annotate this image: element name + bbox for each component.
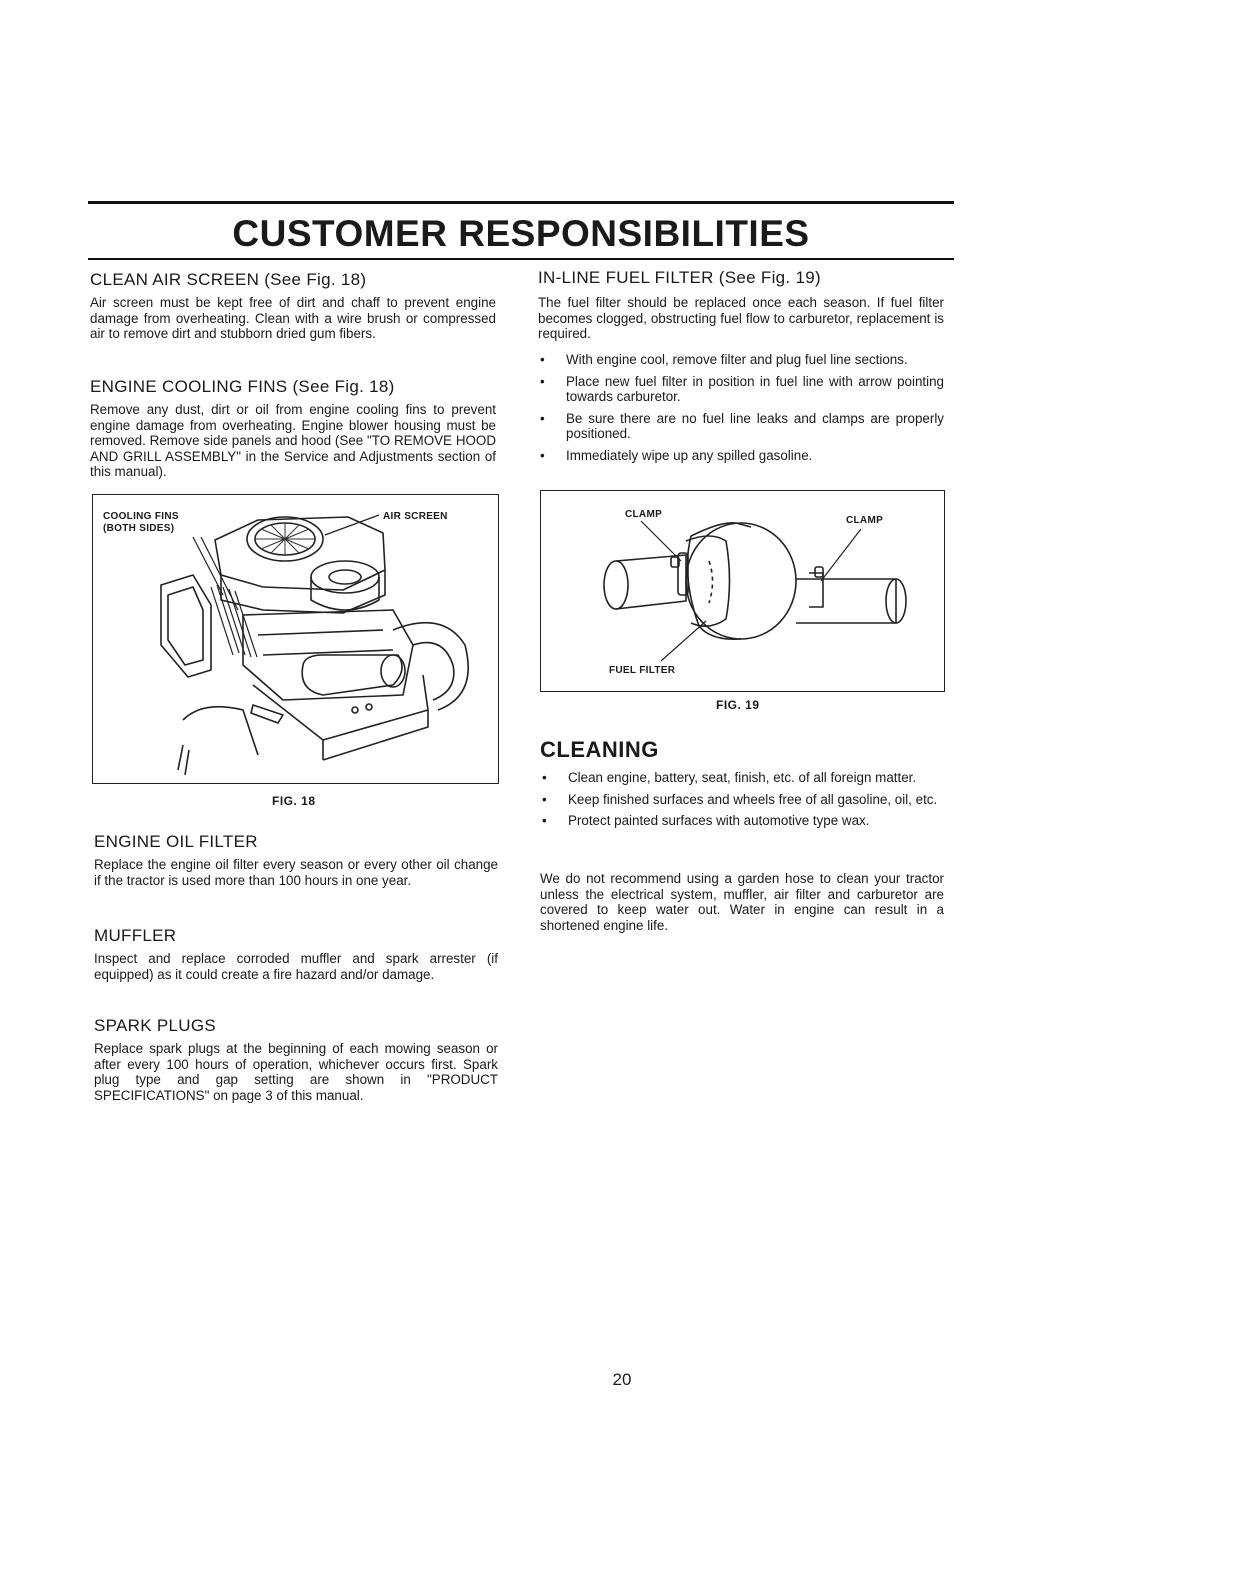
cleaning-text: We do not recommend using a garden hose to clean your tractor unless the electrical system, muffler, air filter and carburetor are covered to keep water out. Water in engine can result in a shortened engine life. <box>540 871 944 933</box>
label-clamp-right: CLAMP <box>846 515 884 526</box>
figure-18-caption: FIG. 18 <box>272 794 316 808</box>
page-number: 20 <box>612 1370 632 1389</box>
bullet: • <box>542 791 547 807</box>
cooling-fins-text: Remove any dust, dirt or oil from engine cooling fins to prevent engine damage from overheating. Engine blower housing must be removed. Remove side panels and hood (See "TO REMOVE HOOD AND GRILL ASSEMBLY" in the Service and Adjustments section of this manual). <box>90 402 496 480</box>
section-heading-fuel-filter: IN-LINE FUEL FILTER (See Fig. 19) <box>538 268 821 287</box>
bullet: • <box>542 770 547 785</box>
label-air-screen: AIR SCREEN <box>383 511 448 522</box>
list-item-text: Be sure there are no fuel line leaks and clamps are properly positioned. <box>566 410 944 442</box>
list-item-text: Place new fuel filter in position in fuel line with arrow pointing towards carburetor. <box>566 373 944 405</box>
list-item <box>538 352 944 368</box>
figure-19-fuel-filter-diagram <box>540 490 945 692</box>
bullet: • <box>540 410 545 426</box>
list-item-text: Protect painted surfaces with automotive type wax. <box>568 813 870 829</box>
list-item-text: Immediately wipe up any spilled gasoline. <box>566 447 813 463</box>
figure-19-caption: FIG. 19 <box>716 698 760 712</box>
section-heading-cooling-fins: ENGINE COOLING FINS (See Fig. 18) <box>90 377 395 396</box>
list-item <box>538 374 944 405</box>
label-fuel-filter: FUEL FILTER <box>609 665 676 676</box>
list-item <box>540 792 944 808</box>
bullet: • <box>540 352 545 367</box>
cleaning-steps <box>540 770 944 835</box>
page-title: CUSTOMER RESPONSIBILITIES <box>232 213 810 254</box>
list-item <box>540 770 944 786</box>
list-item-text: With engine cool, remove filter and plug fuel line sections. <box>566 352 908 367</box>
list-item-text: Keep finished surfaces and wheels free of all gasoline, oil, etc. <box>568 791 938 807</box>
list-item <box>540 813 944 829</box>
fuel-filter-text: The fuel filter should be replaced once each season. If fuel filter becomes clogged, obstructing fuel flow to carburetor, replacement is required. <box>538 295 944 342</box>
bullet: • <box>540 447 545 463</box>
label-cooling-fins: COOLING FINS <box>103 511 179 522</box>
top-rule <box>88 201 954 204</box>
title-underline <box>88 258 954 260</box>
figure-18-engine-diagram <box>92 494 499 784</box>
list-item <box>538 411 944 442</box>
air-screen-text: Air screen must be kept free of dirt and chaff to prevent engine damage from overheating. Clean with a wire brush or compressed air to remove dirt and stubborn dried gum fibers. <box>90 295 496 342</box>
fuel-filter-steps <box>538 352 944 470</box>
fuel-filter-drawing <box>541 491 944 691</box>
section-heading-cleaning: CLEANING <box>540 737 659 762</box>
label-both-sides: (BOTH SIDES) <box>103 523 175 534</box>
section-heading-air-screen: CLEAN AIR SCREEN (See Fig. 18) <box>90 270 367 289</box>
label-clamp-left: CLAMP <box>625 509 663 520</box>
bullet: • <box>542 813 547 829</box>
muffler-text: Inspect and replace corroded muffler and spark arrester (if equipped) as it could create a fire hazard and/or damage. <box>94 951 498 982</box>
section-heading-oil-filter: ENGINE OIL FILTER <box>94 832 258 851</box>
engine-drawing <box>93 495 498 783</box>
oil-filter-text: Replace the engine oil filter every season or every other oil change if the tractor is used more than 100 hours in one year. <box>94 857 498 888</box>
section-heading-spark-plugs: SPARK PLUGS <box>94 1016 217 1035</box>
bullet: • <box>540 373 545 389</box>
list-item <box>538 448 944 464</box>
list-item-text: Clean engine, battery, seat, finish, etc. of all foreign matter. <box>568 770 917 785</box>
spark-plugs-text: Replace spark plugs at the beginning of each mowing season or after every 100 hours of operation, whichever occurs first. Spark plug type and gap setting are shown in "PRODUCT SPECIFICATIONS" on page 3 of this manual. <box>94 1041 498 1103</box>
section-heading-muffler: MUFFLER <box>94 926 177 945</box>
